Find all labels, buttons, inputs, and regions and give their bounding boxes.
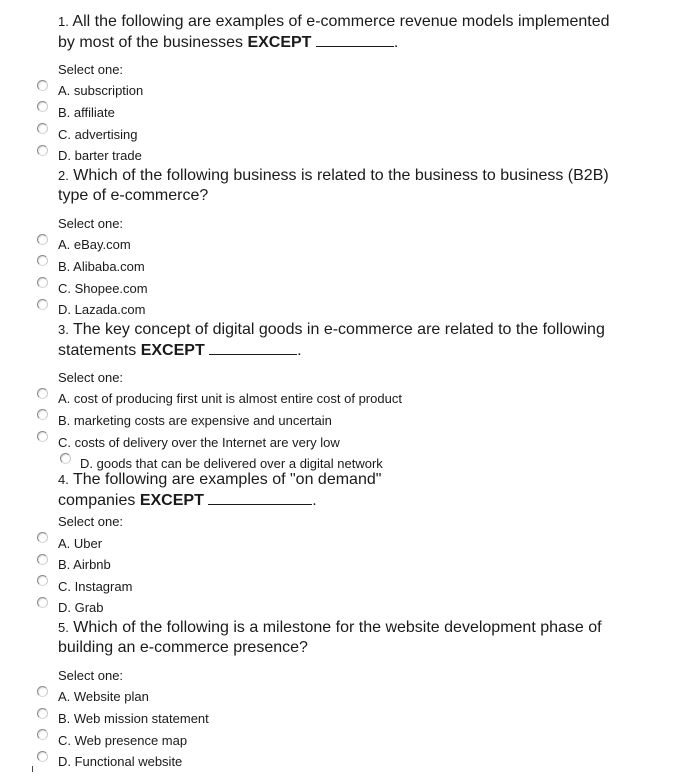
option-label[interactable]: A. subscription <box>58 83 144 98</box>
option-radio[interactable] <box>37 532 48 543</box>
option-radio[interactable] <box>37 554 48 565</box>
option-label[interactable]: B. Alibaba.com <box>58 259 145 274</box>
except-keyword: EXCEPT <box>140 342 205 359</box>
option-radio[interactable] <box>37 729 48 740</box>
option-radio[interactable] <box>37 277 48 288</box>
option-label[interactable]: B. Web mission statement <box>58 711 209 726</box>
option-radio[interactable] <box>37 145 48 156</box>
question-body: All the following are examples of e-commerce revenue models implemented by most of the businesses <box>58 13 610 51</box>
select-one-label: Select one: <box>58 62 124 77</box>
question-number: 5. <box>58 620 69 635</box>
question-number: 1. <box>58 14 69 29</box>
option-radio[interactable] <box>37 255 48 266</box>
question-end: . <box>297 342 302 359</box>
question-4-text <box>58 470 398 511</box>
option-label[interactable]: C. advertising <box>58 127 138 142</box>
question-number: 2. <box>58 168 69 183</box>
question-body: Which of the following business is related to the business to business (B2B) type of e-commerce? <box>58 167 609 204</box>
option-radio[interactable] <box>37 575 48 586</box>
option-radio[interactable] <box>37 597 48 608</box>
option-label[interactable]: D. barter trade <box>58 148 142 163</box>
except-keyword: EXCEPT <box>139 492 204 509</box>
option-label[interactable]: C. Web presence map <box>58 733 188 748</box>
page-edge-mark <box>32 766 33 772</box>
option-label[interactable]: D. Functional website <box>58 754 183 769</box>
question-number: 4. <box>58 472 69 487</box>
option-radio[interactable] <box>37 299 48 310</box>
question-2-text <box>58 166 618 206</box>
question-body: Which of the following is a milestone for the website development phase of building an e-commerce presence? <box>58 619 602 656</box>
except-keyword: EXCEPT <box>247 34 312 51</box>
option-radio[interactable] <box>37 388 48 399</box>
option-label[interactable]: B. affiliate <box>58 105 115 120</box>
question-5-text <box>58 618 618 658</box>
option-radio[interactable] <box>37 751 48 762</box>
answer-blank <box>209 340 297 355</box>
option-radio[interactable] <box>37 234 48 245</box>
option-radio[interactable] <box>37 686 48 697</box>
option-radio[interactable] <box>37 431 48 442</box>
option-radio[interactable] <box>37 101 48 112</box>
option-radio[interactable] <box>37 80 48 91</box>
answer-blank <box>316 32 394 47</box>
option-label[interactable]: C. Instagram <box>58 579 133 594</box>
option-label[interactable]: A. Uber <box>58 536 103 551</box>
option-label[interactable]: D. goods that can be delivered over a digital network <box>80 456 383 471</box>
question-body: The key concept of digital goods in e-commerce are related to the following statements <box>58 321 605 359</box>
option-label[interactable]: B. marketing costs are expensive and uncertain <box>58 413 332 428</box>
option-label[interactable]: D. Lazada.com <box>58 302 146 317</box>
option-label[interactable]: A. cost of producing first unit is almost entire cost of product <box>58 391 402 406</box>
answer-blank <box>208 490 312 505</box>
question-body-cont: companies <box>58 492 140 509</box>
select-one-label: Select one: <box>58 216 124 231</box>
option-label[interactable]: C. costs of delivery over the Internet are very low <box>58 435 340 450</box>
option-label[interactable]: A. Website plan <box>58 689 149 704</box>
select-one-label: Select one: <box>58 370 124 385</box>
question-3-text <box>58 320 618 361</box>
question-end: . <box>312 492 317 509</box>
question-body: The following are examples of "on demand" <box>73 471 382 488</box>
option-radio[interactable] <box>60 453 71 464</box>
select-one-label: Select one: <box>58 668 124 683</box>
question-number: 3. <box>58 322 69 337</box>
question-1-text <box>58 12 618 53</box>
option-label[interactable]: D. Grab <box>58 600 104 615</box>
question-end: . <box>393 34 399 51</box>
option-radio[interactable] <box>37 409 48 420</box>
select-one-label: Select one: <box>58 514 124 529</box>
option-radio[interactable] <box>37 708 48 719</box>
option-label[interactable]: B. Airbnb <box>58 557 111 572</box>
option-label[interactable]: A. eBay.com <box>58 237 131 252</box>
option-label[interactable]: C. Shopee.com <box>58 281 148 296</box>
option-radio[interactable] <box>37 123 48 134</box>
